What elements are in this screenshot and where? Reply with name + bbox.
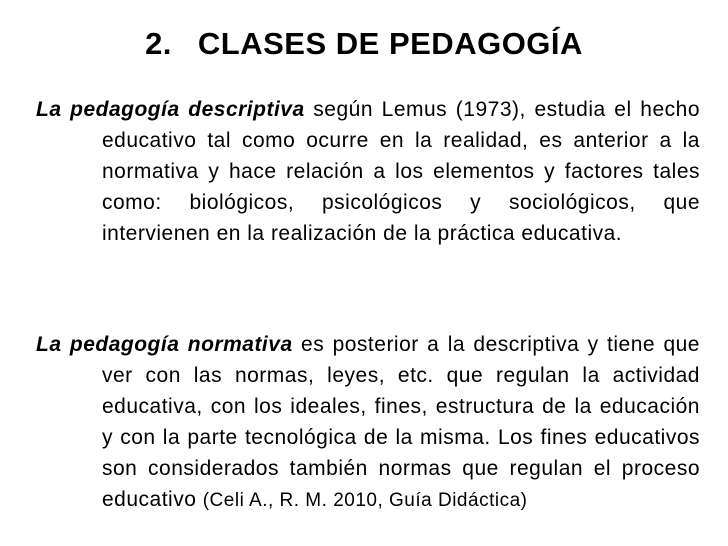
title-text: CLASES DE PEDAGOGÍA: [197, 26, 583, 61]
paragraph-descriptiva: [36, 94, 700, 249]
title-number: 2.: [145, 26, 172, 61]
paragraph-normativa: [36, 329, 700, 516]
body-normativa: es posterior a la descriptiva y tiene que ver con las normas, leyes, etc. que regulan la actividad educativa, con los ideales, fines, estructura de la educación y con la parte tecnológica de la misma. Los fines educativos son considerados también normas que regulan el proceso educativo: [102, 333, 700, 511]
body-descriptiva: según Lemus (1973), estudia el hecho educativo tal como ocurre en la realidad, es anterior a la normativa y hace relación a los elementos y factores tales como: biológicos, psicológicos y sociológicos, que intervienen en la realización de la práctica educativa.: [102, 98, 700, 245]
citation: (Celi A., R. M. 2010, Guía Didáctica): [202, 490, 528, 511]
term-normativa: La pedagogía normativa: [36, 333, 293, 356]
term-descriptiva: La pedagogía descriptiva: [36, 98, 305, 121]
slide-title: [0, 24, 728, 64]
